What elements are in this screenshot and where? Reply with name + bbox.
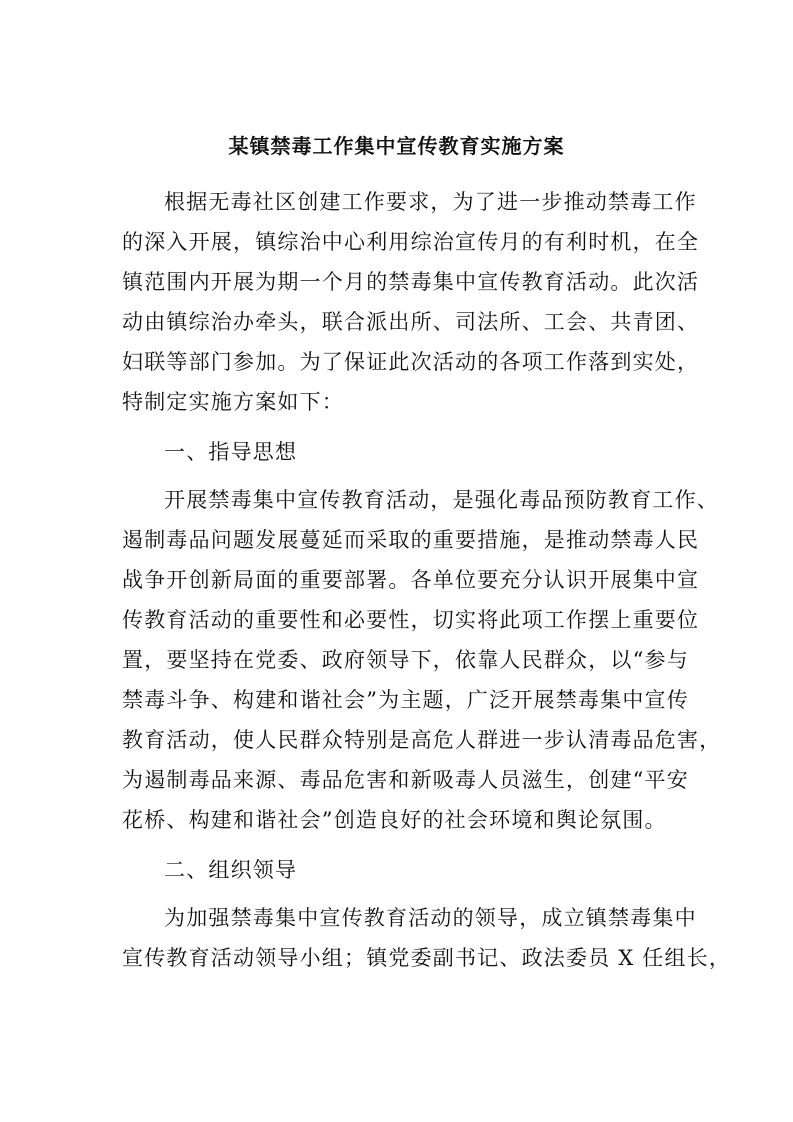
- paragraph-line: 特制定实施方案如下：: [122, 390, 344, 414]
- paragraph-line: 开展禁毒集中宣传教育活动，是强化毒品预防教育工作、: [164, 488, 719, 512]
- paragraph-line: 宣传教育活动领导小组；镇党委副书记、政法委员 X 任组长，: [122, 946, 732, 970]
- paragraph-line: 传教育活动的重要性和必要性，切实将此项工作摆上重要位: [122, 608, 700, 632]
- paragraph-line: 动由镇综治办牵头，联合派出所、司法所、工会、共青团、: [122, 310, 700, 334]
- paragraph-line: 置，要坚持在党委、政府领导下，依靠人民群众，以“参与: [122, 648, 689, 672]
- paragraph-line: 的深入开展，镇综治中心利用综治宣传月的有利时机，在全: [122, 230, 700, 254]
- paragraph-line: 镇范围内开展为期一个月的禁毒集中宣传教育活动。此次活: [122, 270, 700, 294]
- paragraph-line: 花桥、构建和谐社会”创造良好的社会环境和舆论氛围。: [122, 808, 667, 832]
- paragraph-line: 为遏制毒品来源、毒品危害和新吸毒人员滋生，创建“平安: [122, 768, 689, 792]
- paragraph-line: 教育活动，使人民群众特别是高危人群进一步认清毒品危害，: [122, 728, 722, 752]
- paragraph-line: 根据无毒社区创建工作要求，为了进一步推动禁毒工作: [164, 190, 697, 214]
- paragraph-line: 禁毒斗争、构建和谐社会”为主题，广泛开展禁毒集中宣传: [122, 688, 689, 712]
- document-title: 某镇禁毒工作集中宣传教育实施方案: [228, 134, 565, 158]
- section-heading-guiding-ideology: 一、指导思想: [164, 440, 298, 464]
- paragraph-line: 妇联等部门参加。为了保证此次活动的各项工作落到实处，: [122, 350, 700, 374]
- paragraph-line: 战争开创新局面的重要部署。各单位要充分认识开展集中宣: [122, 568, 700, 592]
- section-heading-organization: 二、组织领导: [164, 858, 298, 882]
- paragraph-line: 遏制毒品问题发展蔓延而采取的重要措施，是推动禁毒人民: [122, 528, 700, 552]
- paragraph-line: 为加强禁毒集中宣传教育活动的领导，成立镇禁毒集中: [164, 906, 697, 930]
